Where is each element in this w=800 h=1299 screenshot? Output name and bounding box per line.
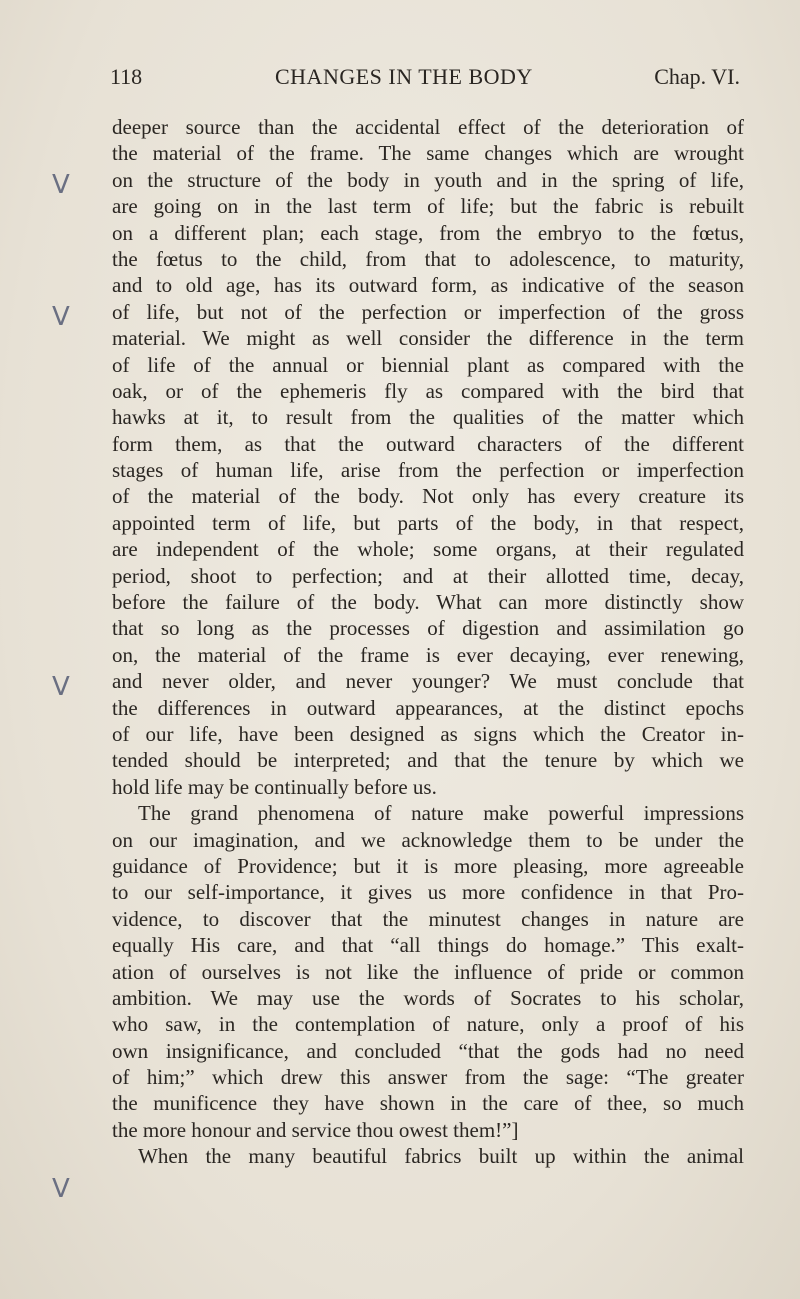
text-line: appointed term of life, but parts of the body, in that respect,: [112, 510, 744, 535]
text-line: material. We might as well consider the difference in the term: [112, 326, 744, 351]
text-line: hold life may be continually before us.: [112, 774, 437, 799]
text-line: stages of human life, arise from the perfection or imperfection: [112, 458, 744, 483]
text-line: on, the material of the frame is ever decaying, ever renewing,: [112, 642, 744, 667]
page-number: 118: [110, 64, 143, 89]
margin-mark: V: [52, 672, 70, 702]
text-line: the fœtus to the child, from that to adolescence, to maturity,: [112, 246, 744, 271]
text-line: are going on in the last term of life; but the fabric is rebuilt: [112, 194, 744, 219]
text-line: of life of the annual or biennial plant as compared with the: [112, 352, 744, 377]
text-line: vidence, to discover that the minutest changes in nature are: [112, 906, 744, 931]
running-title: CHANGES IN THE BODY: [275, 64, 533, 89]
text-line: who saw, in the contemplation of nature, only a proof of his: [112, 1012, 744, 1037]
margin-mark: V: [52, 170, 70, 200]
text-line: ation of ourselves is not like the influence of pride or common: [112, 959, 744, 984]
text-line: are independent of the whole; some organs, at their regulated: [112, 537, 744, 562]
text-line: form them, as that the outward characters of the different: [112, 431, 744, 456]
text-line: before the failure of the body. What can more distinctly show: [112, 590, 744, 615]
text-line: tended should be interpreted; and that the tenure by which we: [112, 748, 744, 773]
text-line: The grand phenomena of nature make powerful impressions: [138, 801, 744, 826]
text-line: own insignificance, and concluded “that the gods had no need: [112, 1038, 744, 1063]
text-line: deeper source than the accidental effect of the deterioration of: [112, 115, 744, 139]
text-line: and to old age, has its outward form, as indicative of the season: [112, 273, 744, 298]
text-line: hawks at it, to result from the qualities of the matter which: [112, 405, 744, 430]
text-line: on our imagination, and we acknowledge them to be under the: [112, 827, 744, 852]
text-line: guidance of Providence; but it is more pleasing, more agreeable: [112, 853, 744, 878]
text-line: oak, or of the ephemeris fly as compared with the bird that: [112, 378, 744, 403]
text-line: of our life, have been designed as signs which the Creator in-: [112, 721, 744, 746]
text-line: equally His care, and that “all things do homage.” This exalt-: [112, 933, 744, 958]
text-line: and never older, and never younger? We must conclude that: [112, 669, 744, 694]
text-line: on the structure of the body in youth and in the spring of life,: [112, 167, 744, 192]
text-line: of him;” which drew this answer from the sage: “The greater: [112, 1065, 744, 1090]
text-line: that so long as the processes of digestion and assimilation go: [112, 616, 744, 641]
text-line: of life, but not of the perfection or imperfection of the gross: [112, 299, 744, 324]
margin-mark: V: [52, 302, 70, 332]
margin-mark: V: [52, 1174, 70, 1204]
text-line: the material of the frame. The same changes which are wrought: [112, 141, 744, 166]
body-text: [112, 114, 744, 1170]
text-line: the differences in outward appearances, at the distinct epochs: [112, 695, 744, 720]
text-line: to our self-importance, it gives us more confidence in that Pro-: [112, 880, 744, 905]
text-line: the munificence they have shown in the care of thee, so much: [112, 1091, 744, 1116]
chapter-label: Chap. VI.: [654, 64, 740, 89]
text-line: on a different plan; each stage, from the embryo to the fœtus,: [112, 220, 744, 245]
text-line: period, shoot to perfection; and at their allotted time, decay,: [112, 563, 744, 588]
text-line: of the material of the body. Not only has every creature its: [112, 484, 744, 509]
text-line: When the many beautiful fabrics built up within the animal: [138, 1144, 744, 1169]
text-line: ambition. We may use the words of Socrates to his scholar,: [112, 985, 744, 1010]
page-header: [110, 62, 740, 92]
text-line: the more honour and service thou owest them!”]: [112, 1117, 519, 1142]
